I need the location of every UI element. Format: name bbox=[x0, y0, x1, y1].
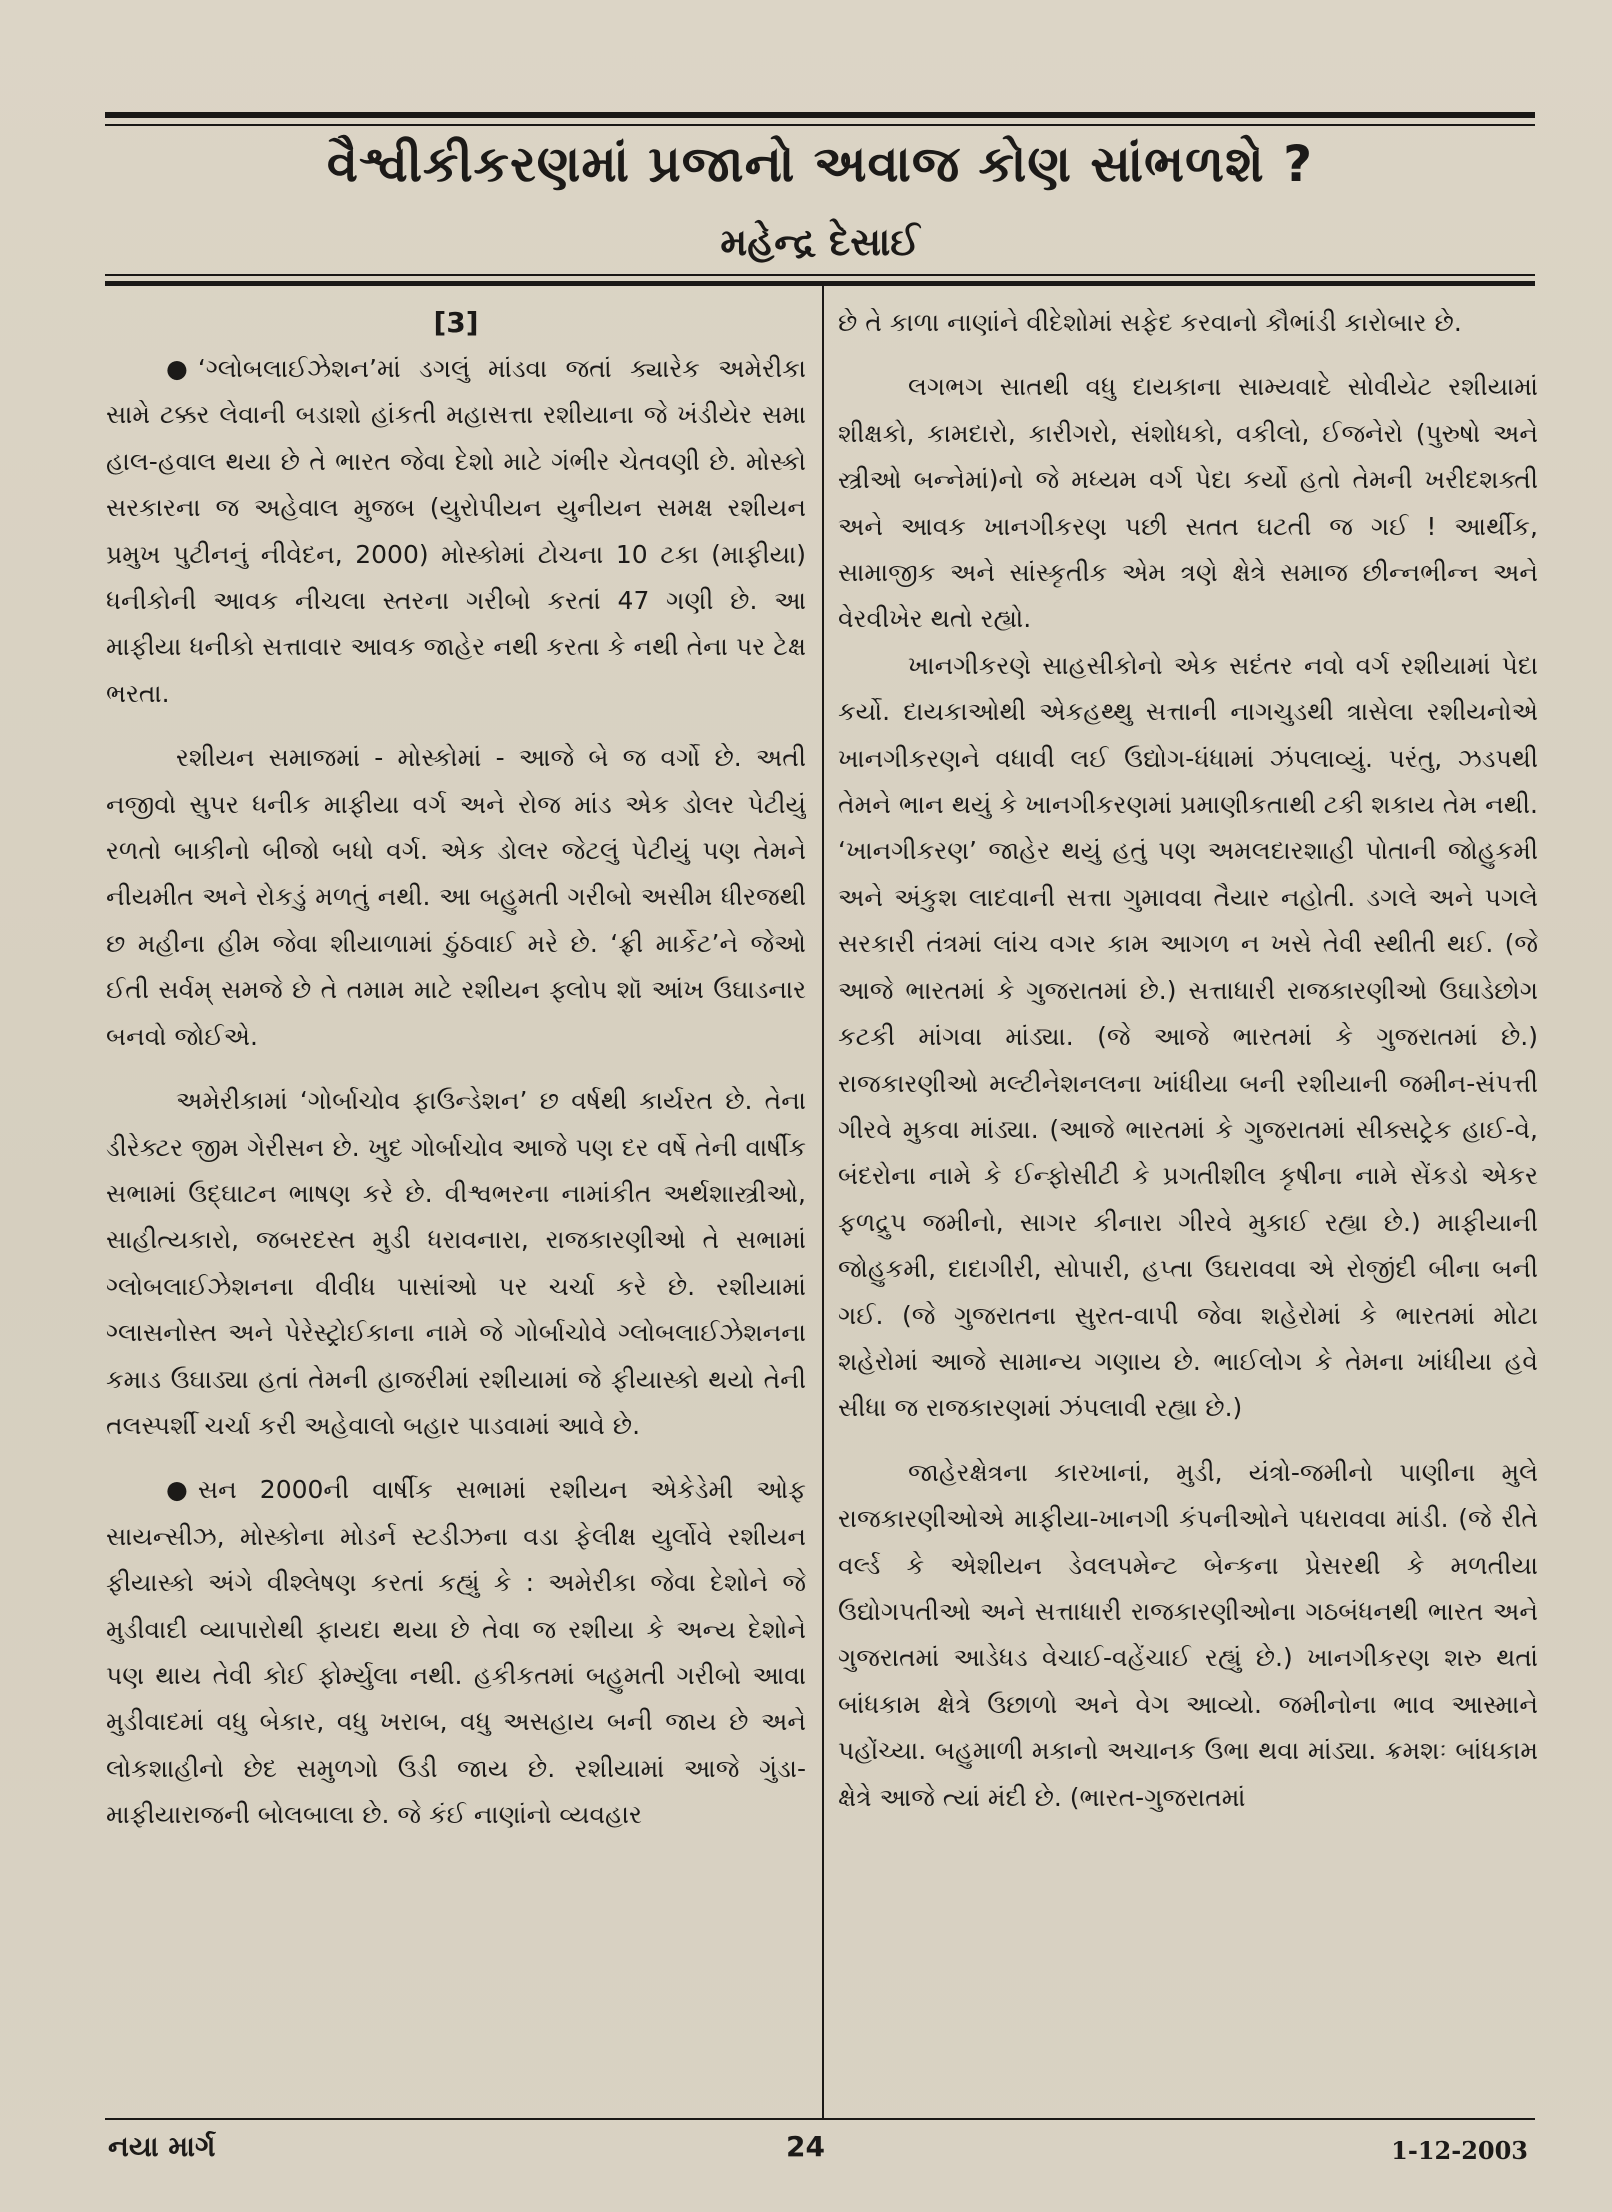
paragraph-text: ‘ગ્લોબલાઈઝેશન’માં ડગલું માંડવા જતાં ક્યારેક અમેરીકા સામે ટક્કર લેવાની બડાશો હાંકતી મહાસત્તા રશીયાના જે ખંડીયેર સમા હાલ-હવાલ થયા છે તે ભારત જેવા દેશો માટે ગંભીર ચેતવણી છે. મોસ્કો સરકારના જ અહેવાલ મુજબ (યુરોપીયન યુનીયન સમક્ષ રશીયન પ્રમુખ પુટીનનું નીવેદન, 2000) મોસ્કોમાં ટોચના 10 ટકા (માફીયા) ધનીકોની આવક નીચલા સ્તરના ગરીબો કરતાં 47 ગણી છે. આ માફીયા ધનીકો સત્તાવાર આવક જાહેર નથી કરતા કે નથી તેના પર ટેક્ષ ભરતા. bbox=[106, 354, 806, 708]
right-column bbox=[838, 300, 1538, 2110]
header-rule-thin bbox=[105, 274, 1535, 276]
section-number: [3] bbox=[433, 306, 479, 339]
paragraph: અમેરીકામાં ‘ગોર્બાચોવ ફાઉન્ડેશન’ છ વર્ષથી કાર્યરત છે. તેના ડીરેક્ટર જીમ ગેરીસન છે. ખુદ ગોર્બાચોવ આજે પણ દર વર્ષે તેની વાર્ષીક સભામાં ઉદ્ઘાટન ભાષણ કરે છે. વીશ્વભરના નામાંકીત અર્થશાસ્ત્રીઓ, સાહીત્યકારો, જબરદસ્ત મુડી ધરાવનારા, રાજકારણીઓ તે સભામાં ગ્લોબલાઈઝેશનના વીવીધ પાસાંઓ પર ચર્ચા કરે છે. રશીયામાં ગ્લાસનોસ્ત અને પેરેસ્ટ્રોઈકાના નામે જે ગોર્બાચોવે ગ્લોબલાઈઝેશનના કમાડ ઉઘાડ્યા હતાં તેમની હાજરીમાં રશીયામાં જે ફીયાસ્કો થયો તેની તલસ્પર્શી ચર્ચા કરી અહેવાલો બહાર પાડવામાં આવે છે. bbox=[106, 1086, 806, 1440]
top-rule-thick bbox=[105, 112, 1535, 118]
page-number: 24 bbox=[786, 2130, 825, 2163]
paragraph-text: સન 2000ની વાર્ષીક સભામાં રશીયન એકેડેમી ઓફ સાયન્સીઝ, મોસ્કોના મોડર્ન સ્ટડીઝના વડા ફેલીક્ષ યુર્લોવે રશીયન ફીયાસ્કો અંગે વીશ્લેષણ કરતાં કહ્યું કે : અમેરીકા જેવા દેશોને જે મુડીવાદી વ્યાપારોથી ફાયદા થયા છે તેવા જ રશીયા કે અન્ય દેશોને પણ થાય તેવી કોઈ ફોર્મ્યુલા નથી. હકીકતમાં બહુમતી ગરીબો આવા મુડીવાદમાં વધુ બેકાર, વધુ ખરાબ, વધુ અસહાય બની જાય છે અને લોકશાહીનો છેદ સમુળગો ઉડી જાય છે. રશીયામાં આજે ગુંડા-માફીયારાજની બોલબાલા છે. જે કંઈ નાણાંનો વ્યવહાર bbox=[106, 1475, 806, 1830]
top-rule-thin bbox=[105, 124, 1535, 126]
paragraph: છે તે કાળા નાણાંને વીદેશોમાં સફેદ કરવાનો કૌભાંડી કારોબાર છે. bbox=[838, 308, 1462, 337]
publication-name: નયા માર્ગ bbox=[108, 2130, 216, 2163]
paragraph: ખાનગીકરણે સાહસીકોનો એક સદંતર નવો વર્ગ રશીયામાં પેદા કર્યો. દાયકાઓથી એકહથ્થુ સત્તાની નાગચુડથી ત્રાસેલા રશીયનોએ ખાનગીકરણને વધાવી લઈ ઉદ્યોગ-ધંધામાં ઝંપલાવ્યું. પરંતુ, ઝડપથી તેમને ભાન થયું કે ખાનગીકરણમાં પ્રમાણીકતાથી ટકી શકાય તેમ નથી. ‘ખાનગીકરણ’ જાહેર થયું હતું પણ અમલદારશાહી પોતાની જોહુકમી અને અંકુશ લાદવાની સત્તા ગુમાવવા તૈયાર નહોતી. ડગલે અને પગલે સરકારી તંત્રમાં લાંચ વગર કામ આગળ ન ખસે તેવી સ્થીતી થઈ. (જે આજે ભારતમાં કે ગુજરાતમાં છે.) સત્તાધારી રાજકારણીઓ ઉઘાડેછોગ કટકી માંગવા માંડ્યા. (જે આજે ભારતમાં કે ગુજરાતમાં છે.) રાજકારણીઓ મલ્ટીનેશનલના ખાંધીયા બની રશીયાની જમીન-સંપત્તી ગીરવે મુકવા માંડ્યા. (આજે ભારતમાં કે ગુજરાતમાં સીક્સટ્રેક હાઈ-વે, બંદરોના નામે કે ઈન્ફોસીટી કે પ્રગતીશીલ કૃષીના નામે સેંકડો એકર ફળદ્રુપ જમીનો, સાગર કીનારા ગીરવે મુકાઈ રહ્યા છે.) માફીયાની જોહુકમી, દાદાગીરી, સોપારી, હપ્તા ઉઘરાવવા એ રોજીંદી બીના બની ગઈ. (જે ગુજરાતના સુરત-વાપી જેવા શહેરોમાં કે ભારતમાં મોટા શહેરોમાં આજે સામાન્ય ગણાય છે. ભાઈલોગ કે તેમના ખાંધીયા હવે સીધા જ રાજકારણમાં ઝંપલાવી રહ્યા છે.) bbox=[838, 650, 1538, 1423]
left-column bbox=[106, 300, 806, 2110]
paragraph: જાહેરક્ષેત્રના કારખાનાં, મુડી, યંત્રો-જમીનો પાણીના મુલે રાજકારણીઓએ માફીયા-ખાનગી કંપનીઓને પધરાવવા માંડી. (જે રીતે વર્લ્ડ કે એશીયન ડેવલપમેન્ટ બેન્કના પ્રેસરથી કે મળતીયા ઉદ્યોગપતીઓ અને સત્તાધારી રાજકારણીઓના ગઠબંધનથી ભારત અને ગુજરાતમાં આડેધડ વેચાઈ-વહેંચાઈ રહ્યું છે.) ખાનગીકરણ શરુ થતાં બાંધકામ ક્ષેત્રે ઉછાળો અને વેગ આવ્યો. જમીનોના ભાવ આસ્માને પહોંચ્યા. બહુમાળી મકાનો અચાનક ઉભા થવા માંડ્યા. ક્રમશઃ બાંધકામ ક્ષેત્રે આજે ત્યાં મંદી છે. (ભારત-ગુજરાતમાં bbox=[838, 1457, 1538, 1812]
article-author: મહેન્દ્ર દેસાઈ bbox=[720, 220, 920, 264]
bullet-icon: ● bbox=[166, 354, 188, 383]
paragraph bbox=[106, 346, 806, 717]
article-title: વૈશ્વીકીકરણમાં પ્રજાનો અવાજ કોણ સાંભળશે ? bbox=[326, 135, 1314, 193]
paragraph: રશીયન સમાજમાં - મોસ્કોમાં - આજે બે જ વર્ગો છે. અતી નજીવો સુપર ધનીક માફીયા વર્ગ અને રોજ માંડ એક ડોલર પેટીયું રળતો બાકીનો બીજો બધો વર્ગ. એક ડોલર જેટલું પેટીયું પણ તેમને નીયમીત અને રોકડું મળતું નથી. આ બહુમતી ગરીબો અસીમ ધીરજથી છ મહીના હીમ જેવા શીયાળામાં ઠુંઠવાઈ મરે છે. ‘ફ્રી માર્કેટ’ને જેઓ ઈતી સર્વમ્ સમજે છે તે તમામ માટે રશીયન ફ્લોપ શૉ આંખ ઉઘાડનાર બનવો જોઈએ. bbox=[106, 743, 806, 1051]
column-divider bbox=[822, 286, 824, 2118]
header-rule-thick bbox=[105, 281, 1535, 286]
paragraph: લગભગ સાતથી વધુ દાયકાના સામ્યવાદે સોવીયેટ રશીયામાં શીક્ષકો, કામદારો, કારીગરો, સંશોધકો, વકીલો, ઈજનેરો (પુરુષો અને સ્ત્રીઓ બન્નેમાં)નો જે મધ્યમ વર્ગ પેદા કર્યો હતો તેમની ખરીદશક્તી અને આવક ખાનગીકરણ પછી સતત ઘટતી જ ગઈ ! આર્થીક, સામાજીક અને સાંસ્કૃતીક એમ ત્રણે ક્ષેત્રે સમાજ છીન્નભીન્ન અને વેરવીખેર થતો રહ્યો. bbox=[838, 372, 1538, 634]
issue-date: 1-12-2003 bbox=[1391, 2136, 1528, 2165]
footer-rule bbox=[105, 2118, 1535, 2120]
bullet-icon: ● bbox=[166, 1475, 188, 1505]
paragraph bbox=[106, 1467, 806, 1838]
